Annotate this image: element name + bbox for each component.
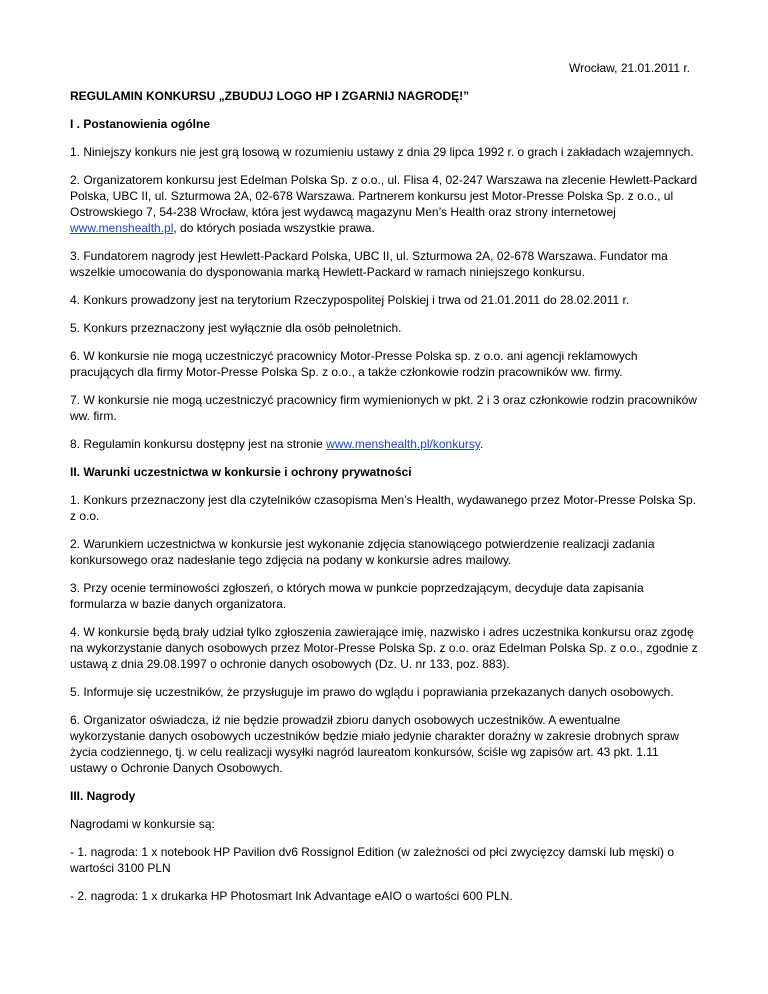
section-heading-prizes: III. Nagrody xyxy=(70,789,136,803)
paragraph: 6. Organizator oświadcza, iż nie będzie prowadził zbioru danych osobowych uczestników. A ewentualne wykorzystanie danych osobowych uczestników będzie miało jedynie charakter doraźny w zakresie drobnych spraw życia codziennego, tj. w celu realizacji wysyłki nagród laureatom konkursów, ściśle wg zapisów art. 43 pkt. 1.11 ustawy o Ochronie Danych Osobowych. xyxy=(70,713,679,775)
document-title: REGULAMIN KONKURSU „ZBUDUJ LOGO HP I ZGARNIJ NAGRODĘ!” xyxy=(70,89,470,103)
konkursy-link[interactable]: www.menshealth.pl/konkursy xyxy=(326,437,480,451)
paragraph-text: . xyxy=(480,437,484,451)
paragraph xyxy=(70,436,698,452)
paragraph: 5. Informuje się uczestników, że przysługuje im prawo do wglądu i poprawiania przekazanych danych osobowych. xyxy=(70,685,674,699)
paragraph: 1. Konkurs przeznaczony jest dla czytelników czasopisma Men’s Health, wydawanego przez Motor-Presse Polska Sp. z o.o. xyxy=(70,493,697,523)
section-heading-general: I . Postanowienia ogólne xyxy=(70,117,211,131)
paragraph: 5. Konkurs przeznaczony jest wyłącznie dla osób pełnoletnich. xyxy=(70,321,402,335)
section-heading-participation: II. Warunki uczestnictwa w konkursie i ochrony prywatności xyxy=(70,465,412,479)
paragraph: 6. W konkursie nie mogą uczestniczyć pracownicy Motor-Presse Polska sp. z o.o. ani agencji reklamowych pracujących dla firmy Motor-Presse Polska Sp. z o.o., a także członkowie rodzin pracowników ww. firmy. xyxy=(70,349,638,379)
paragraph: 3. Przy ocenie terminowości zgłoszeń, o których mowa w punkcie poprzedzającym, decyduje data zapisania formularza w bazie danych organizatora. xyxy=(70,581,644,611)
paragraph: 3. Fundatorem nagrody jest Hewlett-Packard Polska, UBC II, ul. Szturmowa 2A, 02-678 Warszawa. Fundator ma wszelkie umocowania do dysponowania marką Hewlett-Packard w ramach niniejszego konkursu. xyxy=(70,249,668,279)
menshealth-link[interactable]: www.menshealth.pl xyxy=(70,221,174,235)
paragraph: 4. W konkursie będą brały udział tylko zgłoszenia zawierające imię, nazwisko i adres uczestnika konkursu oraz zgodę na wykorzystanie danych osobowych przez Motor-Presse Polska Sp. z o.o. oraz Edelman Polska Sp. z o.o., zgodnie z ustawą z dnia 29.08.1997 o ochronie danych osobowych (Dz. U. nr 133, poz. 883). xyxy=(70,625,698,671)
paragraph-text: , do których posiada wszystkie prawa. xyxy=(173,221,375,235)
prize-item: - 2. nagroda: 1 x drukarka HP Photosmart Ink Advantage eAIO o wartości 600 PLN. xyxy=(70,889,513,903)
paragraph-text: 2. Organizatorem konkursu jest Edelman Polska Sp. z o.o., ul. Flisa 4, 02-247 Warszawa na zlecenie Hewlett-Packard Polska, UBC II, ul. Szturmowa 2A, 02-678 Warszawa. Partnerem konkursu jest Motor-Presse Polska Sp. z o.o., ul Ostrowskiego 7, 54-238 Wrocław, która jest wydawcą magazynu Men’s Health oraz strony internetowej xyxy=(70,173,698,219)
paragraph xyxy=(70,172,698,236)
paragraph: 7. W konkursie nie mogą uczestniczyć pracownicy firm wymienionych w pkt. 2 i 3 oraz członkowie rodzin pracowników ww. firm. xyxy=(70,393,697,423)
paragraph: 1. Niniejszy konkurs nie jest grą losową w rozumieniu ustawy z dnia 29 lipca 1992 r. o grach i zakładach wzajemnych. xyxy=(70,145,694,159)
paragraph: Nagrodami w konkursie są: xyxy=(70,817,215,831)
document-date: Wrocław, 21.01.2011 r. xyxy=(569,61,690,75)
paragraph: 4. Konkurs prowadzony jest na terytorium Rzeczypospolitej Polskiej i trwa od 21.01.2011 do 28.02.2011 r. xyxy=(70,293,630,307)
prize-item: - 1. nagroda: 1 x notebook HP Pavilion dv6 Rossignol Edition (w zależności od płci zwycięzcy damski lub męski) o wartości 3100 PLN xyxy=(70,845,675,875)
paragraph-text: 8. Regulamin konkursu dostępny jest na stronie xyxy=(70,437,327,451)
paragraph: 2. Warunkiem uczestnictwa w konkursie jest wykonanie zdjęcia stanowiącego potwierdzenie realizacji zadania konkursowego oraz nadesłanie tego zdjęcia na podany w konkursie adres mailowy. xyxy=(70,537,655,567)
